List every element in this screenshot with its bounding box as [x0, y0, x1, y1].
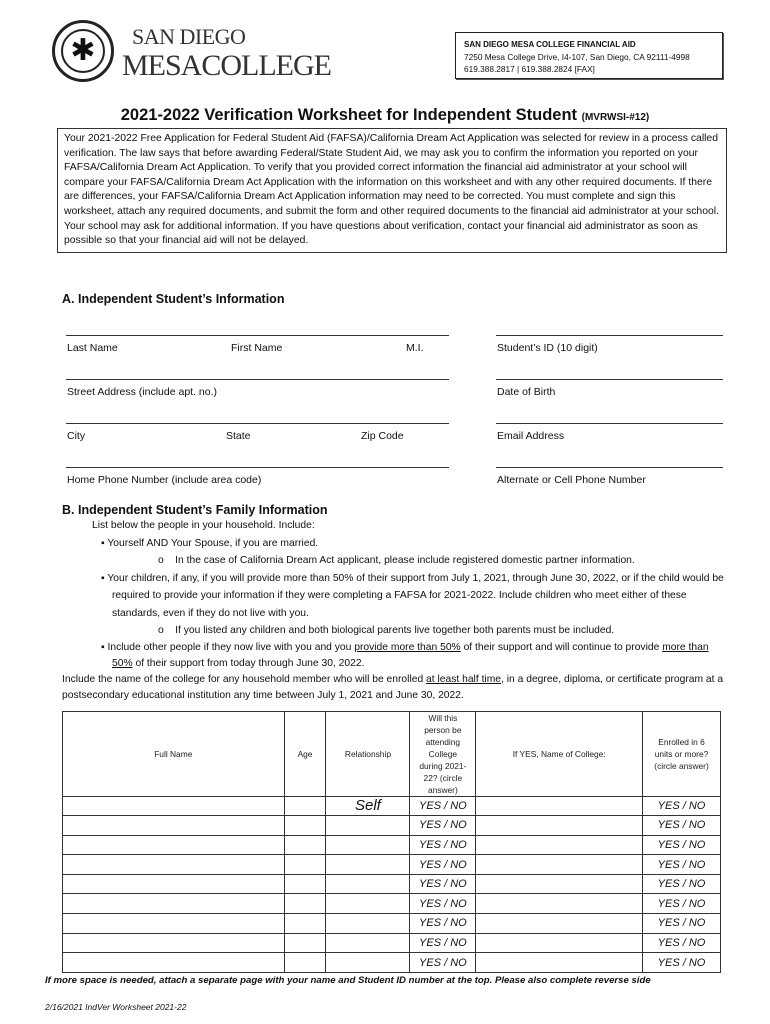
column-header: Full Name	[63, 711, 285, 796]
logo-line1: SAN DIEGO	[132, 24, 246, 49]
street-label: Street Address (include apt. no.)	[67, 386, 217, 398]
table-row	[63, 874, 721, 894]
age-cell[interactable]	[284, 835, 326, 855]
attending-cell[interactable]: YES / NO	[410, 874, 476, 894]
college-name-cell[interactable]	[476, 933, 643, 953]
enrolled-cell[interactable]: YES / NO	[643, 816, 721, 836]
age-cell[interactable]	[284, 874, 326, 894]
office-address-box	[455, 32, 723, 79]
office-name: SAN DIEGO MESA COLLEGE FINANCIAL AID	[464, 40, 636, 49]
home-phone-label: Home Phone Number (include area code)	[67, 474, 262, 486]
mi-label: M.I.	[406, 342, 424, 354]
college-name-cell[interactable]	[476, 816, 643, 836]
college-seal: ✱	[52, 20, 114, 82]
logo-line2: MESACOLLEGE	[122, 49, 331, 82]
age-cell[interactable]	[284, 914, 326, 934]
relationship-cell[interactable]	[326, 953, 410, 973]
attending-cell[interactable]: YES / NO	[410, 796, 476, 816]
home-phone-line[interactable]	[66, 467, 449, 468]
attending-cell[interactable]: YES / NO	[410, 933, 476, 953]
bullet-dream-act: o In the case of California Dream Act applicant, please include registered domestic partner information.	[158, 555, 635, 566]
relationship-cell[interactable]	[326, 835, 410, 855]
enrolled-cell[interactable]: YES / NO	[643, 874, 721, 894]
relationship-cell[interactable]	[326, 816, 410, 836]
column-header: Relationship	[326, 711, 410, 796]
table-row	[63, 894, 721, 914]
more-space-note: If more space is needed, attach a separate page with your name and Student ID number at the top. Please also complete reverse side	[45, 974, 651, 986]
attending-cell[interactable]: YES / NO	[410, 816, 476, 836]
attending-cell[interactable]: YES / NO	[410, 914, 476, 934]
college-name-cell[interactable]	[476, 835, 643, 855]
relationship-cell[interactable]: Self	[326, 796, 410, 816]
street-line[interactable]	[66, 379, 449, 380]
bullet-others: ▪ Include other people if they now live with you and you provide more than 50% of their support and will continue to provide more than 50% of their support from today through June 30, 2022.	[101, 641, 709, 669]
email-line[interactable]	[496, 423, 723, 424]
attending-cell[interactable]: YES / NO	[410, 894, 476, 914]
zip-label: Zip Code	[361, 430, 404, 442]
dob-label: Date of Birth	[497, 386, 556, 398]
age-cell[interactable]	[284, 816, 326, 836]
column-header: Age	[284, 711, 326, 796]
attending-cell[interactable]: YES / NO	[410, 953, 476, 973]
full-name-cell[interactable]	[63, 816, 285, 836]
column-header: Will this person be attending College during 2021-22? (circle answer)	[410, 711, 476, 796]
relationship-cell[interactable]	[326, 855, 410, 875]
attending-cell[interactable]: YES / NO	[410, 855, 476, 875]
relationship-cell[interactable]	[326, 894, 410, 914]
cell-phone-line[interactable]	[496, 467, 723, 468]
household-table	[62, 711, 721, 973]
form-code: (MVRWSI-#12)	[581, 112, 650, 123]
enrolled-cell[interactable]: YES / NO	[643, 914, 721, 934]
city-line[interactable]	[66, 423, 449, 424]
bullet-parents: o If you listed any children and both biological parents live together both parents must be included.	[158, 625, 615, 636]
table-row	[63, 835, 721, 855]
college-name-cell[interactable]	[476, 855, 643, 875]
email-label: Email Address	[497, 430, 565, 442]
dob-line[interactable]	[496, 379, 723, 380]
table-row	[63, 914, 721, 934]
student-id-line[interactable]	[496, 335, 723, 336]
table-row	[63, 855, 721, 875]
table-row	[63, 796, 721, 816]
age-cell[interactable]	[284, 855, 326, 875]
full-name-cell[interactable]	[63, 914, 285, 934]
title-text: 2021-2022 Verification Worksheet for Independent Student	[120, 106, 578, 124]
city-label: City	[67, 430, 86, 442]
full-name-cell[interactable]	[63, 835, 285, 855]
enrolled-cell[interactable]: YES / NO	[643, 933, 721, 953]
bullet-spouse: ▪ Yourself AND Your Spouse, if you are married.	[101, 537, 319, 549]
table-row	[63, 933, 721, 953]
full-name-cell[interactable]	[63, 855, 285, 875]
enrolled-cell[interactable]: YES / NO	[643, 796, 721, 816]
page-title	[0, 106, 770, 125]
relationship-cell[interactable]	[326, 874, 410, 894]
age-cell[interactable]	[284, 933, 326, 953]
table-row	[63, 953, 721, 973]
cell-phone-label: Alternate or Cell Phone Number	[497, 474, 646, 486]
office-phones: 619.388.2817 | 619.388.2824 [FAX]	[464, 64, 595, 74]
enrolled-cell[interactable]: YES / NO	[643, 894, 721, 914]
age-cell[interactable]	[284, 894, 326, 914]
age-cell[interactable]	[284, 796, 326, 816]
college-instruction: Include the name of the college for any household member who will be enrolled at least half time, in a degree, diploma, or certificate program at a postsecondary educational institution any time between July 1, 2021 and June 30, 2022.	[62, 673, 724, 701]
college-logo	[52, 20, 331, 82]
bullet-children: ▪ Your children, if any, if you will provide more than 50% of their support from July 1, 2021, through June 30, 2022, or if the child would be required to provide your information if they were completing a FAFSA for 2021-2022. Include children who meet either of these standards, even if they do not live with you.	[101, 572, 724, 619]
office-address: 7250 Mesa College Drive, I4-107, San Diego, CA 92111-4998	[464, 52, 690, 62]
student-id-label: Student’s ID (10 digit)	[497, 342, 598, 354]
college-name-cell[interactable]	[476, 953, 643, 973]
age-cell[interactable]	[284, 953, 326, 973]
table-row	[63, 816, 721, 836]
attending-cell[interactable]: YES / NO	[410, 835, 476, 855]
college-name-cell[interactable]	[476, 874, 643, 894]
last-name-label: Last Name	[67, 342, 118, 354]
enrolled-cell[interactable]: YES / NO	[643, 855, 721, 875]
column-header: If YES, Name of College:	[476, 711, 643, 796]
full-name-cell[interactable]	[63, 933, 285, 953]
state-label: State	[226, 430, 251, 442]
full-name-cell[interactable]	[63, 953, 285, 973]
full-name-cell[interactable]	[63, 894, 285, 914]
relationship-cell[interactable]	[326, 933, 410, 953]
full-name-cell[interactable]	[63, 874, 285, 894]
college-name-cell[interactable]	[476, 894, 643, 914]
section-a-title: A. Independent Student’s Information	[62, 292, 285, 306]
name-line[interactable]	[66, 335, 449, 336]
relationship-cell[interactable]	[326, 914, 410, 934]
enrolled-cell[interactable]: YES / NO	[643, 835, 721, 855]
intro-paragraph: Your 2021-2022 Free Application for Federal Student Aid (FAFSA)/California Dream Act Application was selected for review in a process called verification. The law says that before awarding Federal/State Student Aid, we may ask you to confirm the information you reported on your FAFSA/California Dream Act Application. To verify that you provided correct information the financial aid administrator at your school will compare your FAFSA/California Dream Act Application with the information on this worksheet and with any other required documents. If there are differences, your FAFSA/California Dream Act Application information may need to be corrected. You must complete and sign this worksheet, attach any required documents, and submit the form and other required documents to the financial aid administrator at your school. Your school may ask for additional information. If you have questions about verification, contact your financial aid administrator as soon as possible so that your financial aid will not be delayed.	[57, 128, 727, 253]
section-b-title: B. Independent Student’s Family Information	[62, 503, 328, 517]
enrolled-cell[interactable]: YES / NO	[643, 953, 721, 973]
column-header: Enrolled in 6 units or more? (circle answer)	[643, 711, 721, 796]
list-intro: List below the people in your household. Include:	[92, 520, 315, 531]
first-name-label: First Name	[231, 342, 283, 354]
college-name-cell[interactable]	[476, 796, 643, 816]
section-b	[0, 503, 770, 1012]
college-name-cell[interactable]	[476, 914, 643, 934]
footer: 2/16/2021 IndVer Worksheet 2021-22	[45, 1001, 187, 1012]
full-name-cell[interactable]	[63, 796, 285, 816]
